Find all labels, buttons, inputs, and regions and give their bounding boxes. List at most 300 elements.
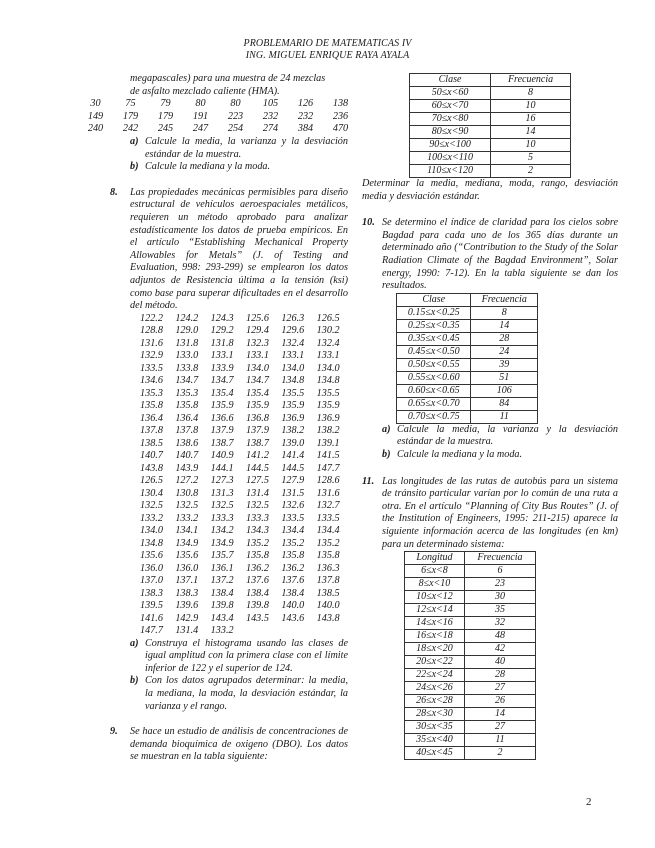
table-row xyxy=(397,358,538,371)
class-interval-cell: 14≤x<16 xyxy=(405,617,465,630)
table-row xyxy=(410,165,571,178)
data-value: 75 xyxy=(125,98,136,110)
frequency-cell: 27 xyxy=(464,682,535,695)
data-value: 139.5 xyxy=(140,600,163,612)
data-value: 138.7 xyxy=(210,437,234,449)
ex11-frequency-table xyxy=(404,551,536,760)
table-header: Longitud xyxy=(405,552,465,565)
data-value: 141.4 xyxy=(281,450,305,462)
frequency-cell: 11 xyxy=(464,734,535,747)
class-interval-cell: 0.25≤x<0.35 xyxy=(397,319,471,332)
data-value: 135.8 xyxy=(245,550,269,562)
data-value: 384 xyxy=(297,123,314,135)
data-value: 137.6 xyxy=(281,575,305,587)
data-value: 135.9 xyxy=(281,400,305,412)
frequency-cell: 8 xyxy=(491,87,571,100)
data-value: 133.5 xyxy=(281,512,305,524)
data-value: 130.8 xyxy=(175,487,199,499)
data-value: 134.9 xyxy=(210,537,234,549)
document-title: PROBLEMARIO DE MATEMATICAS IV xyxy=(243,38,412,49)
data-value: 143.8 xyxy=(140,462,163,474)
ex7-item-b xyxy=(86,161,348,174)
data-value: 135.9 xyxy=(210,400,234,412)
item-text: Calcule la media, la varianza y la desviación estándar de la muestra. xyxy=(145,135,348,160)
data-value: 147.7 xyxy=(316,462,340,474)
ex10-item-a xyxy=(362,424,618,449)
class-interval-cell: 16≤x<18 xyxy=(405,630,465,643)
class-interval-cell: 0.70≤x<0.75 xyxy=(397,410,471,423)
data-value: 131.4 xyxy=(245,487,269,499)
data-value: 132.5 xyxy=(210,500,234,512)
ex9-question: Determinar la media, mediana, moda, rango, desviación media y desviación estándar. xyxy=(362,178,618,202)
data-value: 135.8 xyxy=(175,400,199,412)
data-value: 247 xyxy=(192,123,209,135)
data-value: 139.8 xyxy=(245,600,269,612)
data-value: 136.4 xyxy=(140,412,163,424)
class-interval-cell: 0.60≤x<0.65 xyxy=(397,384,471,397)
frequency-cell: 14 xyxy=(491,126,571,139)
data-value: 254 xyxy=(227,123,244,135)
item-label: a) xyxy=(130,135,139,147)
data-value: 139.8 xyxy=(210,600,234,612)
data-value: 133.1 xyxy=(316,350,340,362)
data-value: 143.8 xyxy=(316,612,340,624)
class-interval-cell: 12≤x<14 xyxy=(405,604,465,617)
data-value: 232 xyxy=(262,110,279,122)
frequency-cell: 51 xyxy=(471,371,538,384)
ex7-data-grid xyxy=(78,98,358,136)
table-row xyxy=(397,397,538,410)
table-header: Frecuencia xyxy=(471,293,538,306)
data-value: 137.6 xyxy=(245,575,269,587)
class-interval-cell: 0.50≤x<0.55 xyxy=(397,358,471,371)
data-value: 137.9 xyxy=(245,425,269,437)
class-interval-cell: 0.35≤x<0.45 xyxy=(397,332,471,345)
data-value: 134.8 xyxy=(281,375,305,387)
data-value: 135.6 xyxy=(140,550,163,562)
data-value: 143.6 xyxy=(281,612,305,624)
data-value: 129.0 xyxy=(175,325,199,337)
frequency-cell: 30 xyxy=(464,591,535,604)
frequency-cell: 11 xyxy=(471,410,538,423)
data-value: 128.6 xyxy=(316,475,340,487)
table-row xyxy=(410,126,571,139)
data-value: 179 xyxy=(122,110,139,122)
table-row xyxy=(410,139,571,152)
data-value: 135.9 xyxy=(316,400,340,412)
exercise-text: Se hace un estudio de análisis de concentraciones de demanda bioquímica de oxigeno (DBO). Los datos se muestran en la tabla siguiente: xyxy=(130,726,348,763)
data-value: 133.8 xyxy=(175,362,199,374)
table-row xyxy=(405,617,536,630)
ex10-frequency-table xyxy=(396,293,538,424)
table-row xyxy=(405,643,536,656)
data-value: 133.5 xyxy=(140,362,163,374)
data-value: 135.2 xyxy=(245,537,269,549)
data-value: 134.3 xyxy=(245,525,269,537)
data-value: 242 xyxy=(122,123,139,135)
data-value: 134.4 xyxy=(281,525,305,537)
data-value: 131.4 xyxy=(175,625,199,637)
ex8-item-a xyxy=(86,638,348,676)
frequency-cell: 2 xyxy=(464,747,535,760)
data-value: 134.0 xyxy=(140,525,163,537)
frequency-cell: 24 xyxy=(471,345,538,358)
exercise-text: Se determino el índice de claridad para los cielos sobre Bagdad para cada uno de los 365 días durante un determinado año (“Contribution to the Study of the Solar Radiation Climate of the Bagdad Environment”, Solar energy, 1990: 7-12). En la tabla siguiente se dan los resultados. xyxy=(382,217,618,292)
data-value: 137.8 xyxy=(175,425,199,437)
frequency-cell: 35 xyxy=(464,604,535,617)
data-value: 134.7 xyxy=(245,375,269,387)
item-text: Calcule la mediana y la moda. xyxy=(397,448,523,460)
class-interval-cell: 0.65≤x<0.70 xyxy=(397,397,471,410)
data-value: 138.3 xyxy=(175,587,199,599)
exercise-11 xyxy=(362,476,618,552)
data-value: 139.0 xyxy=(281,437,305,449)
table-row xyxy=(405,682,536,695)
data-value: 143.4 xyxy=(210,612,234,624)
ex7-intro xyxy=(86,73,348,98)
frequency-cell: 10 xyxy=(491,100,571,113)
data-value: 79 xyxy=(160,98,171,110)
data-value: 126.5 xyxy=(140,475,163,487)
table-row xyxy=(410,87,571,100)
data-value: 135.4 xyxy=(245,387,269,399)
data-value: 129.2 xyxy=(210,325,234,337)
data-value: 131.5 xyxy=(281,487,305,499)
class-interval-cell: 50≤x<60 xyxy=(410,87,491,100)
class-interval-cell: 8≤x<10 xyxy=(405,578,465,591)
data-value: 132.4 xyxy=(281,337,305,349)
data-value: 136.1 xyxy=(210,562,234,574)
table-row xyxy=(397,384,538,397)
data-value: 134.4 xyxy=(316,525,340,537)
item-label: b) xyxy=(382,448,391,460)
data-value: 136.9 xyxy=(281,412,305,424)
data-value: 129.6 xyxy=(281,325,305,337)
frequency-cell: 42 xyxy=(464,643,535,656)
class-interval-cell: 90≤x<100 xyxy=(410,139,491,152)
item-label: a) xyxy=(382,423,391,435)
data-value: 138 xyxy=(332,98,349,110)
table-row xyxy=(405,578,536,591)
item-text: Construya el histograma usando las clases de igual amplitud con la primera clase con el límite inferior de 122 y el superior de 124. xyxy=(145,637,348,674)
data-value: 127.2 xyxy=(175,475,199,487)
frequency-cell: 2 xyxy=(491,165,571,178)
class-interval-cell: 35≤x<40 xyxy=(405,734,465,747)
data-value: 138.4 xyxy=(281,587,305,599)
data-value: 127.3 xyxy=(210,475,234,487)
table-row xyxy=(397,319,538,332)
data-value: 126.3 xyxy=(281,312,305,324)
right-column xyxy=(362,73,618,760)
data-value: 136.2 xyxy=(245,562,269,574)
data-value: 134.7 xyxy=(210,375,234,387)
data-value: 134.0 xyxy=(281,362,305,374)
frequency-cell: 39 xyxy=(471,358,538,371)
table-row xyxy=(410,113,571,126)
data-value: 274 xyxy=(262,123,279,135)
exercise-number: 8. xyxy=(110,186,118,198)
data-value: 141.5 xyxy=(316,450,340,462)
data-value: 232 xyxy=(297,110,314,122)
table-row xyxy=(397,371,538,384)
data-value: 135.3 xyxy=(175,387,199,399)
exercise-number: 9. xyxy=(110,726,118,738)
data-value: 129.4 xyxy=(245,325,269,337)
data-value: 137.8 xyxy=(140,425,163,437)
frequency-cell: 84 xyxy=(471,397,538,410)
table-row xyxy=(405,747,536,760)
table-row xyxy=(405,604,536,617)
frequency-cell: 48 xyxy=(464,630,535,643)
data-value: 240 xyxy=(87,123,104,135)
data-value: 132.7 xyxy=(316,500,340,512)
data-value: 128.8 xyxy=(140,325,163,337)
frequency-cell: 106 xyxy=(471,384,538,397)
data-value: 134.1 xyxy=(175,525,199,537)
exercise-number: 10. xyxy=(362,217,375,229)
frequency-cell: 5 xyxy=(491,152,571,165)
data-value: 136.8 xyxy=(245,412,269,424)
table-row xyxy=(397,345,538,358)
data-value: 133.3 xyxy=(245,512,269,524)
data-value: 133.1 xyxy=(245,350,269,362)
frequency-cell: 16 xyxy=(491,113,571,126)
data-value: 136.2 xyxy=(281,562,305,574)
class-interval-cell: 0.45≤x<0.50 xyxy=(397,345,471,358)
data-value: 131.3 xyxy=(210,487,234,499)
data-value: 132.4 xyxy=(316,337,340,349)
data-value: 124.2 xyxy=(175,312,199,324)
exercise-9 xyxy=(86,726,348,764)
class-interval-cell: 110≤x<120 xyxy=(410,165,491,178)
frequency-cell: 6 xyxy=(464,565,535,578)
data-value: 131.8 xyxy=(175,337,199,349)
data-value: 132.9 xyxy=(140,350,163,362)
data-value: 133.2 xyxy=(175,512,199,524)
data-value: 134.0 xyxy=(316,362,340,374)
data-value: 139.6 xyxy=(175,600,199,612)
class-interval-cell: 80≤x<90 xyxy=(410,126,491,139)
data-value: 136.9 xyxy=(316,412,340,424)
data-value: 134.8 xyxy=(316,375,340,387)
data-value: 140.9 xyxy=(210,450,234,462)
data-value: 133.3 xyxy=(210,512,234,524)
data-value: 127.9 xyxy=(281,475,305,487)
data-value: 122.2 xyxy=(140,312,163,324)
table-row xyxy=(397,332,538,345)
table-header: Frecuencia xyxy=(464,552,535,565)
data-value: 136.0 xyxy=(140,562,163,574)
table-header: Clase xyxy=(397,293,471,306)
data-value: 133.0 xyxy=(175,350,199,362)
data-value: 131.6 xyxy=(140,337,163,349)
class-interval-cell: 70≤x<80 xyxy=(410,113,491,126)
item-label: b) xyxy=(130,675,139,687)
frequency-cell: 26 xyxy=(464,695,535,708)
data-value: 137.2 xyxy=(210,575,234,587)
table-row xyxy=(405,734,536,747)
data-value: 134.0 xyxy=(245,362,269,374)
data-value: 133.5 xyxy=(316,512,340,524)
data-value: 136.3 xyxy=(316,562,340,574)
table-row xyxy=(405,669,536,682)
data-value: 132.5 xyxy=(245,500,269,512)
item-text: Calcule la mediana y la moda. xyxy=(145,161,271,173)
class-interval-cell: 22≤x<24 xyxy=(405,669,465,682)
data-value: 138.4 xyxy=(245,587,269,599)
data-value: 138.6 xyxy=(175,437,199,449)
item-label: b) xyxy=(130,161,139,173)
page-header xyxy=(0,38,655,62)
class-interval-cell: 26≤x<28 xyxy=(405,695,465,708)
exercise-10 xyxy=(362,217,618,293)
ex10-item-b xyxy=(362,449,618,462)
table-header: Frecuencia xyxy=(491,74,571,87)
data-value: 126.5 xyxy=(316,312,340,324)
data-value: 137.0 xyxy=(140,575,163,587)
class-interval-cell: 30≤x<35 xyxy=(405,721,465,734)
data-value: 135.6 xyxy=(175,550,199,562)
data-value: 125.6 xyxy=(245,312,269,324)
data-value: 135.8 xyxy=(140,400,163,412)
data-value: 141.6 xyxy=(140,612,163,624)
data-value: 136.6 xyxy=(210,412,234,424)
data-value: 136.0 xyxy=(175,562,199,574)
frequency-cell: 8 xyxy=(471,306,538,319)
class-interval-cell: 24≤x<26 xyxy=(405,682,465,695)
frequency-cell: 28 xyxy=(471,332,538,345)
data-value: 140.0 xyxy=(316,600,340,612)
data-value: 135.4 xyxy=(210,387,234,399)
table-row xyxy=(397,306,538,319)
item-label: a) xyxy=(130,637,139,649)
data-value: 132.5 xyxy=(140,500,163,512)
data-value: 133.2 xyxy=(210,625,234,637)
data-value: 191 xyxy=(192,110,209,122)
data-value: 236 xyxy=(332,110,349,122)
data-value: 132.5 xyxy=(175,500,199,512)
table-row xyxy=(397,410,538,423)
frequency-cell: 27 xyxy=(464,721,535,734)
class-interval-cell: 0.55≤x<0.60 xyxy=(397,371,471,384)
frequency-cell: 23 xyxy=(464,578,535,591)
data-value: 149 xyxy=(87,110,104,122)
data-value: 135.9 xyxy=(245,400,269,412)
data-value: 130.2 xyxy=(316,325,340,337)
data-value: 140.7 xyxy=(140,450,163,462)
data-value: 138.2 xyxy=(316,425,340,437)
data-value: 127.5 xyxy=(245,475,269,487)
table-row xyxy=(405,656,536,669)
class-interval-cell: 40≤x<45 xyxy=(405,747,465,760)
data-value: 130.4 xyxy=(140,487,163,499)
class-interval-cell: 28≤x<30 xyxy=(405,708,465,721)
data-value: 131.8 xyxy=(210,337,234,349)
data-value: 80 xyxy=(195,98,206,110)
data-value: 30 xyxy=(90,98,101,110)
data-value: 144.5 xyxy=(245,462,269,474)
data-value: 134.8 xyxy=(140,537,163,549)
class-interval-cell: 18≤x<20 xyxy=(405,643,465,656)
data-value: 141.2 xyxy=(245,450,269,462)
data-value: 134.9 xyxy=(175,537,199,549)
data-value: 143.5 xyxy=(245,612,269,624)
exercise-text: Las longitudes de las rutas de autobús para un sistema de tránsito particular varían por lo común de una ruta a otra. En el artículo “Planning of City Bus Routes” (J. of the Institution of Engineers, 1995: 211-215) aparece la siguiente información acerca de las longitudes (en km) para un determinado sistema: xyxy=(382,475,618,550)
data-value: 134.2 xyxy=(210,525,234,537)
frequency-cell: 14 xyxy=(471,319,538,332)
data-value: 137.9 xyxy=(210,425,234,437)
data-value: 124.3 xyxy=(210,312,234,324)
table-row xyxy=(405,695,536,708)
ex8-data-grid xyxy=(140,313,352,638)
table-row xyxy=(405,708,536,721)
data-value: 135.8 xyxy=(316,550,340,562)
table-row xyxy=(405,591,536,604)
data-value: 132.6 xyxy=(281,500,305,512)
data-value: 138.2 xyxy=(281,425,305,437)
data-value: 133.1 xyxy=(281,350,305,362)
data-value: 223 xyxy=(227,110,244,122)
table-header: Clase xyxy=(410,74,491,87)
data-value: 138.5 xyxy=(316,587,340,599)
exercise-8 xyxy=(86,187,348,313)
table-row xyxy=(410,100,571,113)
data-value: 80 xyxy=(230,98,241,110)
class-interval-cell: 100≤x<110 xyxy=(410,152,491,165)
ex7-intro-line: de asfalto mezclado caliente (HMA). xyxy=(130,85,280,97)
data-value: 138.4 xyxy=(210,587,234,599)
data-value: 138.3 xyxy=(140,587,163,599)
data-value: 133.1 xyxy=(210,350,234,362)
data-value: 179 xyxy=(157,110,174,122)
frequency-cell: 40 xyxy=(464,656,535,669)
frequency-cell: 28 xyxy=(464,669,535,682)
ex7-intro-line: megapascales) para una muestra de 24 mezclas xyxy=(130,73,326,84)
data-value: 137.1 xyxy=(175,575,199,587)
page-number: 2 xyxy=(586,796,592,808)
data-value: 135.8 xyxy=(281,550,305,562)
data-value: 135.7 xyxy=(210,550,234,562)
data-value: 135.5 xyxy=(316,387,340,399)
data-value: 134.7 xyxy=(175,375,199,387)
table-row xyxy=(405,565,536,578)
data-value: 132.3 xyxy=(245,337,269,349)
ex7-item-a xyxy=(86,136,348,161)
data-value: 139.1 xyxy=(316,437,340,449)
data-value: 140.0 xyxy=(281,600,305,612)
table-row xyxy=(405,721,536,734)
class-interval-cell: 6≤x<8 xyxy=(405,565,465,578)
left-column xyxy=(86,73,348,764)
data-value: 133.2 xyxy=(140,512,163,524)
data-value: 135.2 xyxy=(316,537,340,549)
frequency-cell: 10 xyxy=(491,139,571,152)
exercise-number: 11. xyxy=(362,475,375,487)
item-text: Calcule la media, la varianza y la desviación estándar de la muestra. xyxy=(397,423,618,448)
data-value: 138.7 xyxy=(245,437,269,449)
table-row xyxy=(410,152,571,165)
data-value: 135.2 xyxy=(281,537,305,549)
frequency-cell: 14 xyxy=(464,708,535,721)
data-value: 135.5 xyxy=(281,387,305,399)
data-value: 147.7 xyxy=(140,625,163,637)
data-value: 133.9 xyxy=(210,362,234,374)
data-value: 140.7 xyxy=(175,450,199,462)
document-author: ING. MIGUEL ENRIQUE RAYA AYALA xyxy=(245,50,410,61)
data-value: 135.3 xyxy=(140,387,163,399)
data-value: 142.9 xyxy=(175,612,199,624)
class-interval-cell: 20≤x<22 xyxy=(405,656,465,669)
